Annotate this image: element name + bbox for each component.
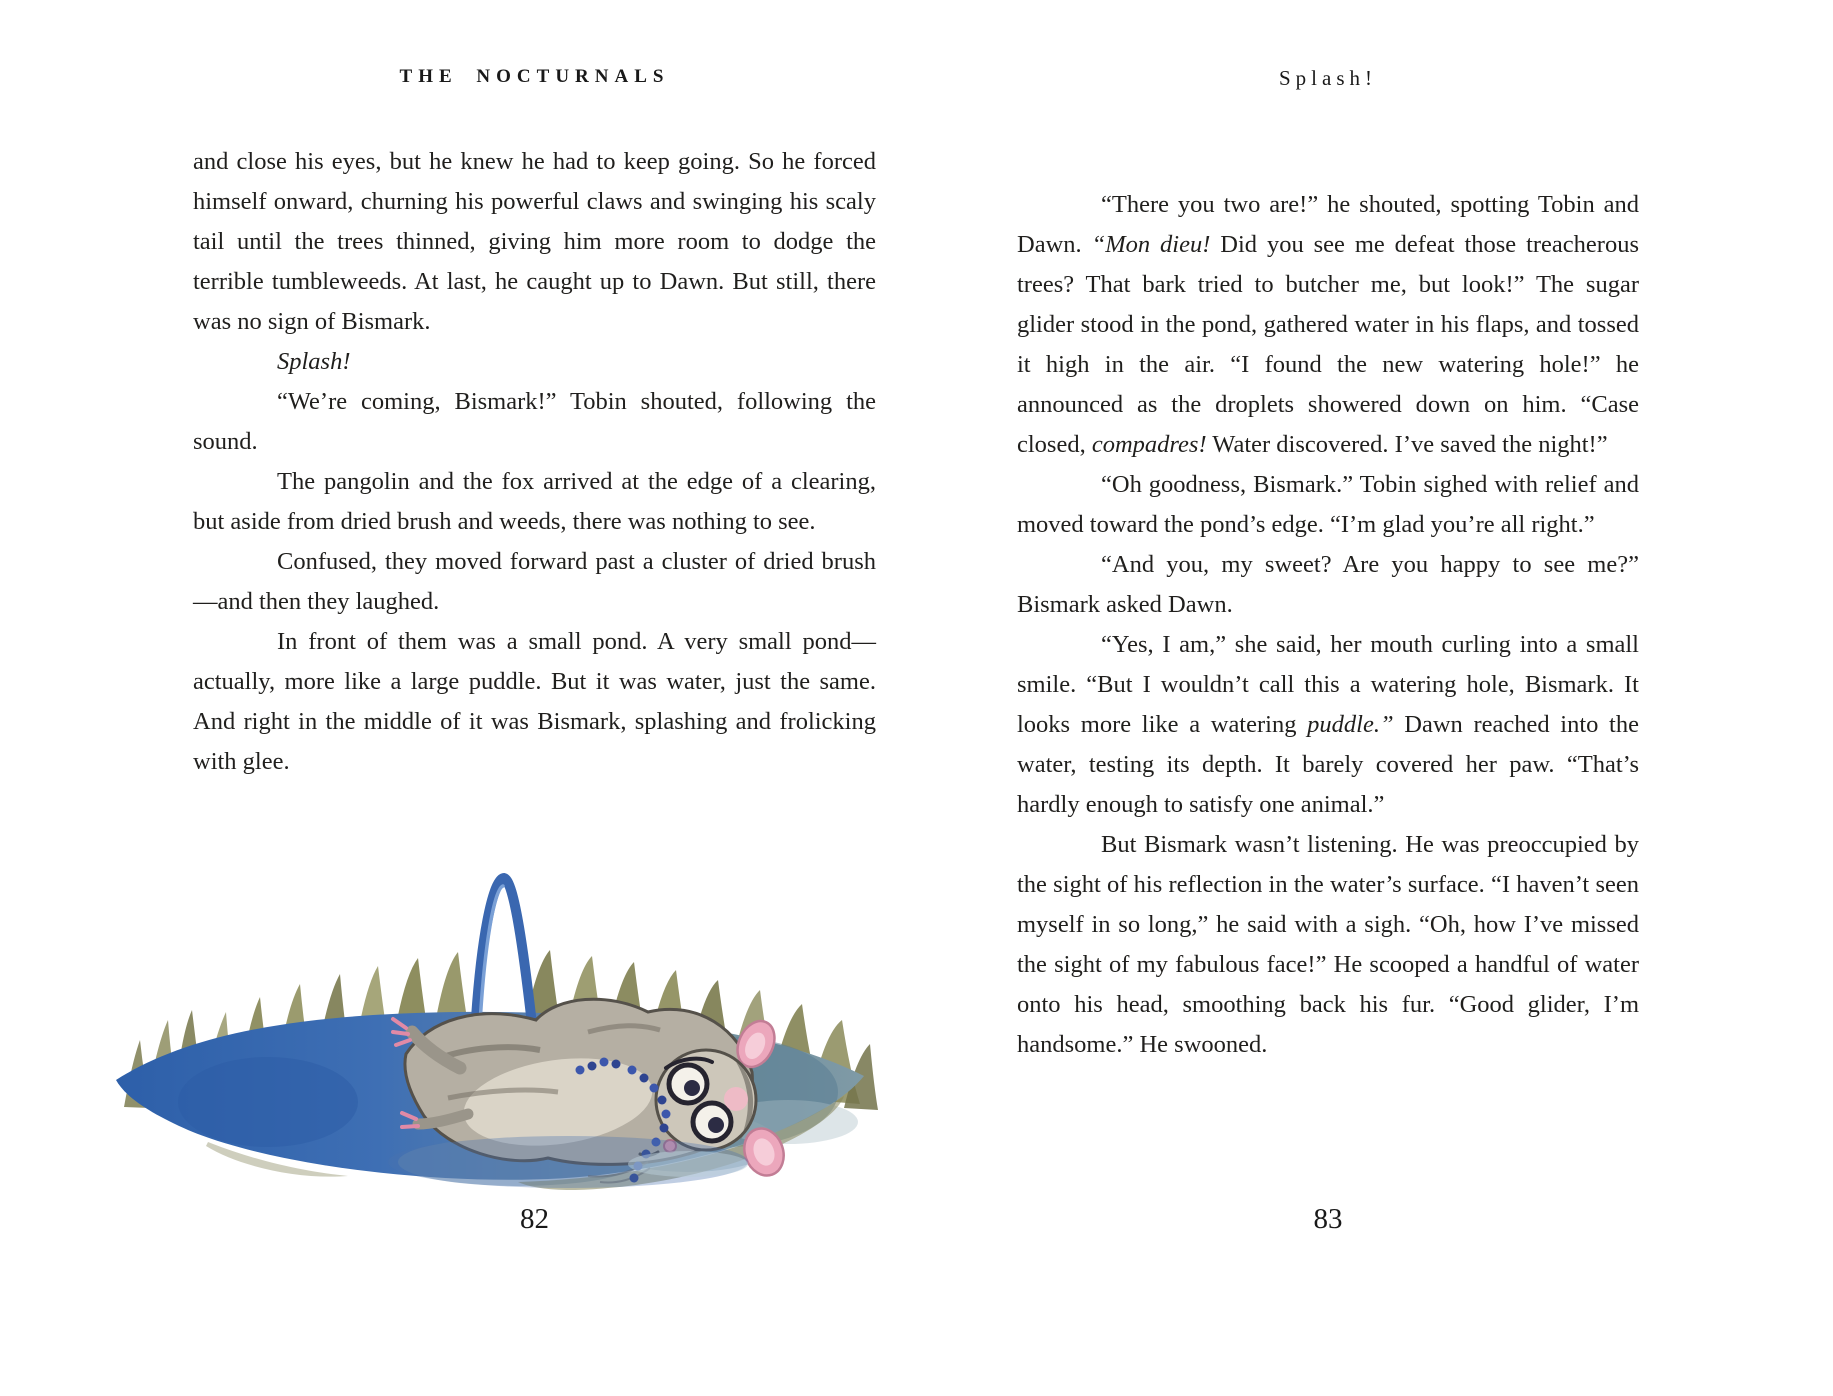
- running-head-left: THE NOCTURNALS: [399, 66, 670, 87]
- paragraph: But Bismark wasn’t listening. He was preoccupied by the sight of his reflection in the water’s surface. “I haven’t seen myself in so long,” he said with a sigh. “Oh, how I’ve missed the sight of my fabulous face!” He scooped a handful of water onto his head, smoothing back his fur. “Good glider, I’m handsome.” He swooned.: [1017, 831, 1639, 1058]
- paragraph: “We’re coming, Bismark!” Tobin shouted, following the sound.: [193, 388, 876, 455]
- page-number-right: 83: [1313, 1203, 1343, 1235]
- paragraph: Confused, they moved forward past a cluster of dried brush—and then they laughed.: [193, 548, 876, 615]
- paragraph: “Oh goodness, Bismark.” Tobin sighed with relief and moved toward the pond’s edge. “I’m glad you’re all right.”: [1017, 471, 1639, 538]
- page-number-left: 82: [520, 1203, 549, 1235]
- pond-illustration: [88, 862, 888, 1194]
- paragraph: “And you, my sweet? Are you happy to see me?” Bismark asked Dawn.: [1017, 551, 1639, 618]
- left-body-text: [193, 142, 876, 782]
- paragraph: The pangolin and the fox arrived at the edge of a clearing, but aside from dried brush and weeds, there was nothing to see.: [193, 468, 876, 535]
- sugar-glider: [388, 999, 790, 1188]
- paragraph: “Yes, I am,” she said, her mouth curling into a small smile. “But I wouldn’t call this a watering hole, Bismark. It looks more like a watering puddle.” Dawn reached into the water, testing its depth. It barely covered her paw. “That’s hardly enough to satisfy one animal.”: [1017, 631, 1639, 818]
- paragraph: In front of them was a small pond. A very small pond—actually, more like a large puddle. But it was water, just the same. And right in the middle of it was Bismark, splashing and frolicking with glee.: [193, 628, 876, 775]
- paragraph: and close his eyes, but he knew he had to keep going. So he forced himself onward, churning his powerful claws and swinging his scaly tail until the trees thinned, giving him more room to dodge the terrible tumbleweeds. At last, he caught up to Dawn. But still, there was no sign of Bismark.: [193, 148, 876, 335]
- paragraph: Splash!: [277, 348, 351, 375]
- running-head-right: Splash!: [1279, 66, 1377, 90]
- paragraph: “There you two are!” he shouted, spotting Tobin and Dawn. “Mon dieu! Did you see me defeat those treacherous trees? That bark tried to butcher me, but look!” The sugar glider stood in the pond, gathered water in his flaps, and tossed it high in the air. “I found the new watering hole!” he announced as the droplets showered down on him. “Case closed, compadres! Water discovered. I’ve saved the night!”: [1017, 191, 1639, 458]
- right-body-text: [1017, 185, 1639, 1065]
